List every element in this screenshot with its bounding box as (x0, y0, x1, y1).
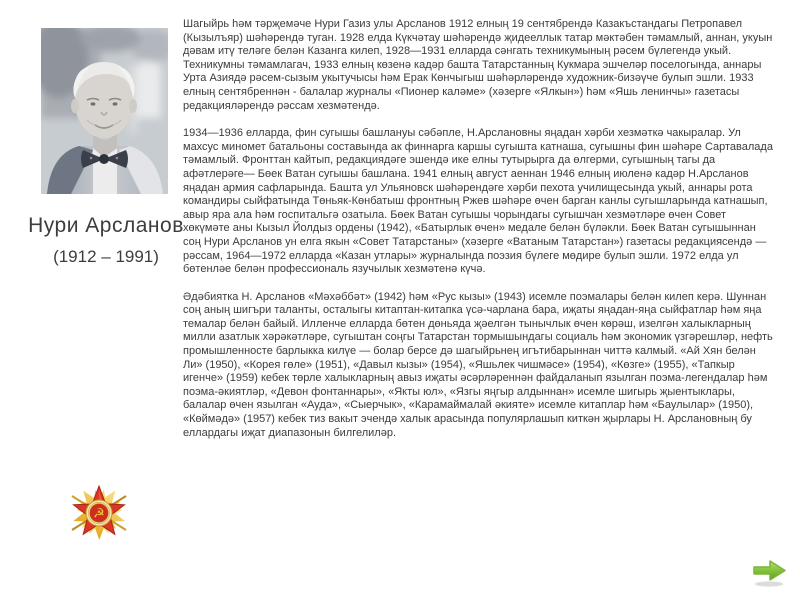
bio-paragraph: 1934—1936 елларда, фин сугышы башлануы сәбәпле, Н.Арслановны яңадан хәрби хезмәткә чакыралар. Ул махсус миномет батальоны составында ак финнарга каршы сугышта катнаша, сугышны фин шәһәре Сартавалада тәмамлый. Фронттан кайтып, редакциядәге эшендә ике елны тутырырга да өлгерми, сугышның тагы да афәтлерәге— Бөек Ватан сугышы башлана. 1941 елның август аеннан 1946 елның июленә кадәр Н.Арсланов яңадан армия сафларында. Башта ул Ульяновск шәһәрендәге хәрби пехота училищесында укый, аннары рота командиры сыйфатында Төньяк-Көнбатыш фронтның Ржев шәһәре өчен барган канлы сугышларында катнашып, авыр яра ала һәм госпитальгә озатыла. Бөек Ватан сугышы чорындагы сугышчан хезмәтләре өчен Совет хөкүмәте аны Кызыл Йолдыз ордены (1942), «Батырлык өчен» медале белән бүләкли. Бөек Ватан сугышыннан соң Нури Арсланов ун елга якын «Совет Татарстаны» (хәзерге «Ватаным Татарстан») газетасы редакциясендә — рәссам, 1964—1972 елларда «Казан утлары» журналында поэзия бүлеге мөдире булып эшли. 1972 елда ул бөтенләе белән профессиональ язучылык хезмәтенә күчә. (183, 127, 773, 276)
left-column (8, 0, 204, 600)
person-years: (1912 – 1991) (53, 247, 159, 266)
biography-text (183, 18, 775, 454)
portrait-photo (41, 28, 168, 194)
person-name: Нури Арсланов (28, 214, 184, 237)
next-slide-button[interactable] (748, 556, 790, 588)
bio-paragraph: Шагыйрь һәм тәрҗемәче Нури Газиз улы Арсланов 1912 елның 19 сентябрендә Казакъстандагы Петропавел (Кызылъяр) шәһәрендә туган. 1928 елда Күкчәтау шәһәрендә җидееллык татар мәктәбен тәмамлый, аннан, укуын дәвам итү теләге белән Казанга килеп, 1928—1931 елларда сәнгать техникумының рәсем бүлегендә укый. Техникумны тәмамлагач, 1933 елның көзенә кадәр башта Татарстанның Кукмара эшчеләр поселогында, аннары Урта Азиядә рәсем-сызым укытучысы һәм Ерак Көнчыгыш шәһәрләрендә художник-бизәүче булып эшли. 1933 елның сентябреннән - балалар журналы «Пионер каләме» (хәзерге «Ялкын») һәм «Яшь ленинчы» газетасы редакцияләрендә рәссам хезмәтендә. (183, 18, 773, 112)
arrow-right-icon (748, 556, 790, 588)
order-of-patriotic-war-medal-icon (58, 483, 140, 547)
bio-paragraph: Әдәбиятка Н. Арсланов «Мәхәббәт» (1942) һәм «Рус кызы» (1943) исемле поэмалары белән килеп керә. Шуннан соң аның шигъри таланты, осталыгы китаптан-китапка үсә-чарлана бара, иҗаты яңадан-яңа сыйфатлар һәм яңа темалар белән байый. Илленче елларда бөтен дөньяда җәелгән тынычлык өчен көрәш, изелгән халыкларның милли азатлык хәрәкәтләре, сугыштан соңгы Татарстан тормышындагы социаль һәм экономик үзгәрешләр, нефть промышленносте барлыкка килүе — болар берсе дә шагыйрьнең игътибарыннан читтә калмый. «Ай Хян белән Ли» (1950), «Корея гөле» (1951), «Давыл кызы» (1954), «Яшьлек чишмәсе» (1954), «Көзге» (1955), «Тапкыр игенче» (1959) кебек төрле халыкларның авыз иҗаты әсәрләреннән файдаланып язылган поэма-легендалар һәм поэма-әкиятләр, «Девон фонтаннары», «Якты юл», «Язгы яңгыр алдыннан» исемле шигырь җыентыклары, балалар өчен язылган «Ауда», «Сыерчык», «Карамаймалай әкияте» исемле китаплар һәм «Баулылар» (1950), «Көймәдә» (1957) кебек тиз вакыт эчендә халык арасында популярлашып киткән җырлары Н. Арслановның бу еллардагы иҗат диапазонын билгелиләр. (183, 290, 773, 439)
svg-text:☭: ☭ (93, 506, 105, 522)
